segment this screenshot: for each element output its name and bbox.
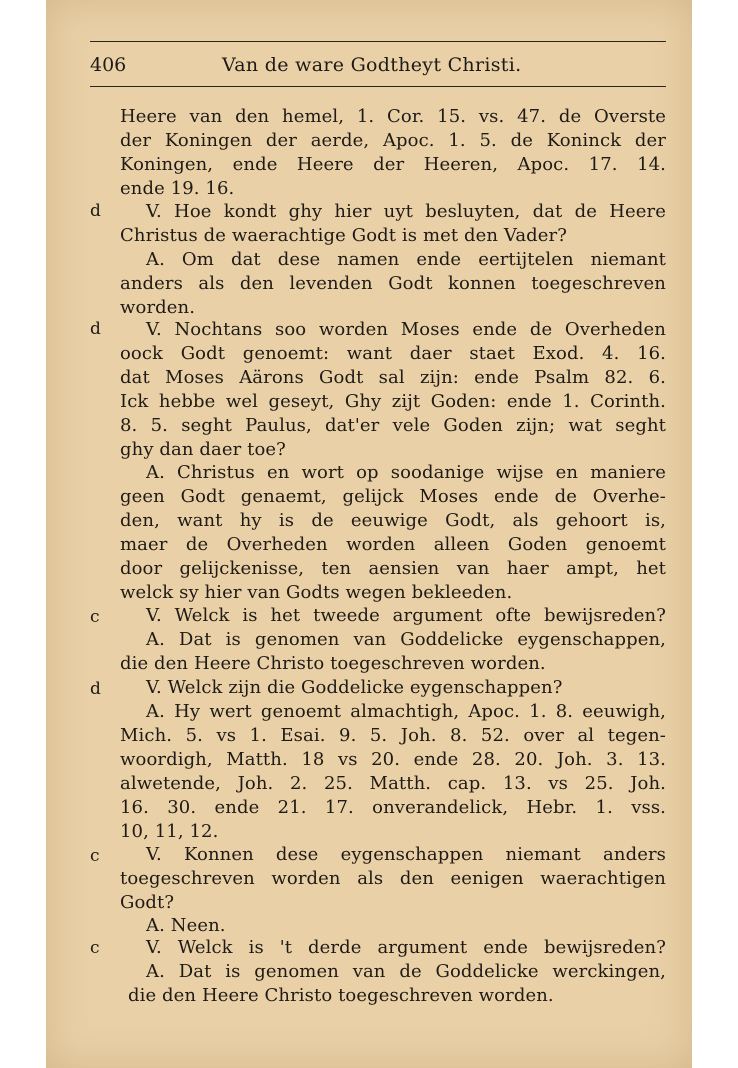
text-line: die den Heere Christo toegeschreven worden.: [128, 985, 554, 1006]
text-line: Mich. 5. vs 1. Esai. 9. 5. Joh. 8. 52. over al tegen-: [120, 725, 666, 746]
margin-marker: c: [90, 607, 100, 627]
text-line: 16. 30. ende 21. 17. onverandelick, Hebr. 1. vss.: [120, 797, 666, 818]
text-line: A. Hy wert genoemt almachtigh, Apoc. 1. 8. eeuwigh,: [146, 701, 666, 722]
text-line: V. Konnen dese eygenschappen niemant anders: [146, 844, 666, 865]
margin-marker: d: [90, 319, 101, 339]
margin-marker: d: [90, 201, 101, 221]
text-line: worden.: [120, 297, 196, 318]
text-line: dat Moses Aärons Godt sal zijn: ende Psalm 82. 6.: [120, 367, 666, 388]
text-line: A. Om dat dese namen ende eertijtelen niemant: [146, 249, 666, 270]
margin-marker: d: [90, 679, 101, 699]
text-line: den, want hy is de eeuwige Godt, als gehoort is,: [120, 510, 666, 531]
text-line: 10, 11, 12.: [120, 821, 219, 842]
margin-marker: c: [90, 846, 100, 866]
text-line: V. Hoe kondt ghy hier uyt besluyten, dat de Heere: [146, 201, 666, 222]
text-line: A. Christus en wort op soodanige wijse en maniere: [146, 462, 666, 483]
text-line: die den Heere Christo toegeschreven worden.: [120, 653, 546, 674]
margin-marker: c: [90, 938, 100, 958]
text-line: 8. 5. seght Paulus, dat'er vele Goden zijn; wat seght: [120, 415, 666, 436]
text-line: woordigh, Matth. 18 vs 20. ende 28. 20. Joh. 3. 13.: [120, 749, 666, 770]
text-line: A. Neen.: [146, 915, 226, 936]
text-line: door gelijckenisse, ten aensien van haer ampt, het: [120, 558, 666, 579]
header-bottom-rule: [90, 86, 666, 87]
running-title: Van de ware Godtheyt Christi.: [222, 54, 522, 76]
text-line: Koningen, ende Heere der Heeren, Apoc. 17. 14.: [120, 154, 666, 175]
text-line: Heere van den hemel, 1. Cor. 15. vs. 47. de Overste: [120, 106, 666, 127]
text-line: der Koningen der aerde, Apoc. 1. 5. de Koninck der: [120, 130, 666, 151]
text-line: Ick hebbe wel geseyt, Ghy zijt Goden: ende 1. Corinth.: [120, 391, 666, 412]
text-line: A. Dat is genomen van Goddelicke eygenschappen,: [146, 629, 666, 650]
text-line: ende 19. 16.: [120, 178, 235, 199]
text-line: welck sy hier van Godts wegen bekleeden.: [120, 582, 513, 603]
text-line: ghy dan daer toe?: [120, 439, 286, 460]
text-line: geen Godt genaemt, gelijck Moses ende de Overhe-: [120, 486, 666, 507]
text-line: V. Welck is het tweede argument ofte bewijsreden?: [146, 605, 666, 626]
header-top-rule: [90, 41, 666, 42]
page-number: 406: [90, 54, 127, 76]
text-line: Christus de waerachtige Godt is met den Vader?: [120, 225, 568, 246]
text-line: V. Nochtans soo worden Moses ende de Overheden: [146, 319, 666, 340]
text-line: anders als den levenden Godt konnen toegeschreven: [120, 273, 666, 294]
text-line: V. Welck zijn die Goddelicke eygenschappen?: [146, 677, 563, 698]
text-line: alwetende, Joh. 2. 25. Matth. cap. 13. vs 25. Joh.: [120, 773, 666, 794]
text-line: maer de Overheden worden alleen Goden genoemt: [120, 534, 666, 555]
text-line: V. Welck is 't derde argument ende bewijsreden?: [146, 937, 666, 958]
text-line: toegeschreven worden als den eenigen waerachtigen: [120, 868, 666, 889]
text-line: A. Dat is genomen van de Goddelicke werckingen,: [146, 961, 666, 982]
book-page: [46, 0, 692, 1068]
text-line: oock Godt genoemt: want daer staet Exod. 4. 16.: [120, 343, 666, 364]
text-line: Godt?: [120, 892, 175, 913]
